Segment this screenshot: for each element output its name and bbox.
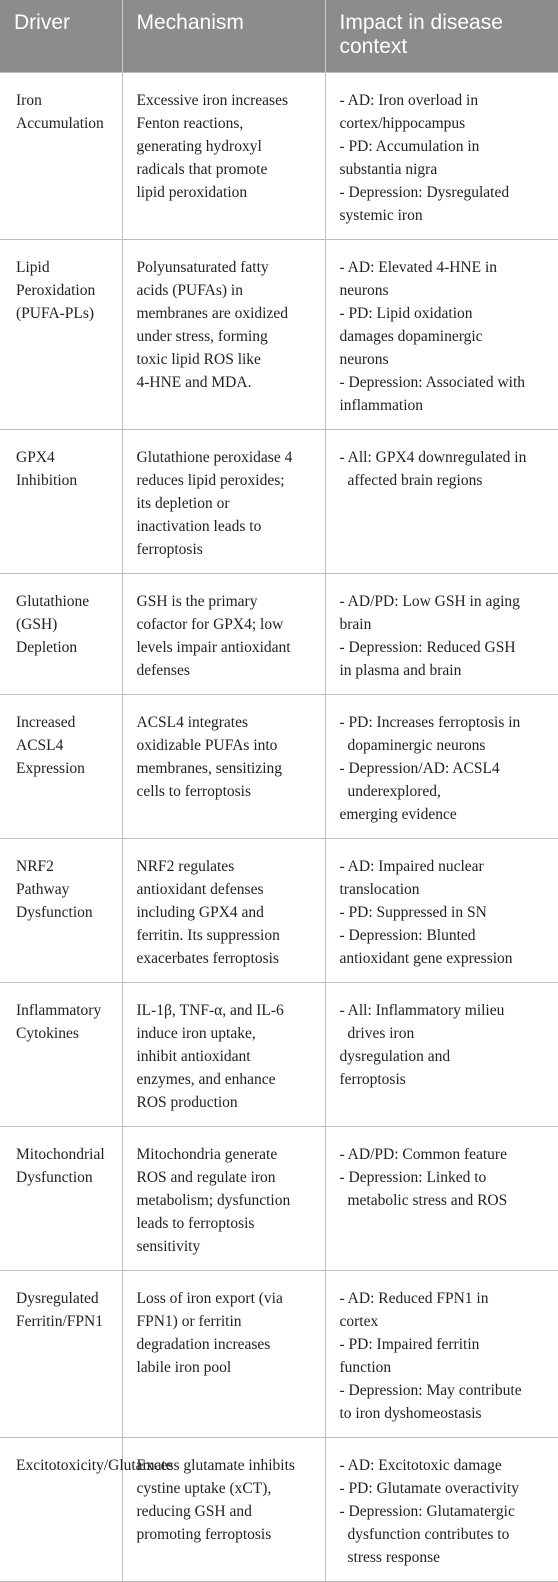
mechanism-line: 4-HNE and MDA.	[136, 374, 252, 391]
table-row	[0, 1438, 558, 1582]
driver-cell	[0, 1127, 122, 1271]
header-impact	[325, 0, 558, 73]
mechanism-line: ROS and regulate iron	[136, 1169, 276, 1186]
mechanism-line: labile iron pool	[136, 1359, 232, 1376]
impact-line: dysfunction contributes to	[347, 1526, 510, 1543]
driver-line: NRF2	[16, 858, 54, 875]
driver-line: Dysfunction	[16, 904, 93, 921]
impact-line: - PD: Impaired ferritin	[339, 1336, 480, 1353]
table-row	[0, 1271, 558, 1438]
mechanism-line: metabolism; dysfunction	[136, 1192, 291, 1209]
mechanism-line: FPN1) or ferritin	[136, 1313, 242, 1330]
mechanism-cell	[122, 240, 325, 430]
mechanism-cell	[122, 73, 325, 240]
impact-line: - AD/PD: Common feature	[339, 1146, 507, 1163]
impact-cell	[325, 983, 558, 1127]
impact-line: - Depression: Blunted	[339, 927, 476, 944]
mechanism-line: Polyunsaturated fatty	[136, 259, 269, 276]
mechanism-line: levels impair antioxidant	[136, 639, 291, 656]
driver-line: Ferritin/FPN1	[16, 1313, 103, 1330]
mechanism-line: Excess glutamate inhibits	[136, 1457, 295, 1474]
impact-line: cortex	[339, 1313, 379, 1330]
mechanism-line: acids (PUFAs) in	[136, 282, 243, 299]
impact-line: - AD/PD: Low GSH in aging	[339, 593, 520, 610]
mechanism-cell	[122, 574, 325, 695]
impact-line: - AD: Impaired nuclear	[339, 858, 484, 875]
driver-cell	[0, 73, 122, 240]
driver-cell	[0, 430, 122, 574]
driver-line: ACSL4	[16, 737, 64, 754]
table-row	[0, 73, 558, 240]
driver-cell	[0, 1438, 173, 1582]
mechanism-line: toxic lipid ROS like	[136, 351, 261, 368]
impact-line: to iron dyshomeostasis	[339, 1405, 482, 1422]
impact-line: in plasma and brain	[339, 662, 462, 679]
table-row	[0, 695, 558, 839]
impact-line: - Depression: Glutamatergic	[339, 1503, 515, 1520]
header-driver: Driver	[0, 0, 122, 73]
mechanism-line: Mitochondria generate	[136, 1146, 278, 1163]
mechanism-line: membranes, sensitizing	[136, 760, 282, 777]
mechanism-line: sensitivity	[136, 1238, 201, 1255]
mechanism-cell	[122, 695, 325, 839]
mechanism-cell	[122, 983, 325, 1127]
driver-cell	[0, 1271, 122, 1438]
impact-cell	[325, 240, 558, 430]
header-mechanism: Mechanism	[122, 0, 325, 73]
mechanism-line: inhibit antioxidant	[136, 1048, 251, 1065]
impact-line: cortex/hippocampus	[339, 115, 466, 132]
mechanism-line: under stress, forming	[136, 328, 268, 345]
mechanism-line: generating hydroxyl	[136, 138, 262, 155]
mechanism-line: degradation increases	[136, 1336, 271, 1353]
driver-line: Inflammatory	[16, 1002, 102, 1019]
impact-cell	[325, 430, 558, 574]
mechanism-line: reduces lipid peroxides;	[136, 472, 285, 489]
impact-line: damages dopaminergic	[339, 328, 483, 345]
impact-cell	[325, 1271, 558, 1438]
mechanism-line: defenses	[136, 662, 190, 679]
table-body	[0, 73, 558, 1582]
impact-line: inflammation	[339, 397, 424, 414]
impact-line: - Depression: Associated with	[339, 374, 526, 391]
header-impact-line: context	[339, 35, 408, 58]
mechanism-line: antioxidant defenses	[136, 881, 264, 898]
impact-line: dopaminergic neurons	[347, 737, 486, 754]
impact-line: affected brain regions	[347, 472, 483, 489]
mechanism-line: radicals that promote	[136, 161, 268, 178]
driver-line: Cytokines	[16, 1025, 79, 1042]
mechanism-line: ferritin. Its suppression	[136, 927, 280, 944]
impact-line: - PD: Increases ferroptosis in	[339, 714, 521, 731]
impact-line: - PD: Lipid oxidation	[339, 305, 473, 322]
driver-line: Accumulation	[16, 115, 104, 132]
table-row	[0, 1127, 558, 1271]
mechanism-line: ACSL4 integrates	[136, 714, 248, 731]
impact-line: ferroptosis	[339, 1071, 406, 1088]
table-row	[0, 574, 558, 695]
table-row	[0, 983, 558, 1127]
impact-line: neurons	[339, 282, 389, 299]
driver-cell	[0, 574, 122, 695]
impact-line: - AD: Elevated 4-HNE in	[339, 259, 498, 276]
mechanism-line: cystine uptake (xCT),	[136, 1480, 272, 1497]
mechanism-line: its depletion or	[136, 495, 230, 512]
mechanism-line: Fenton reactions,	[136, 115, 244, 132]
driver-line: (PUFA-PLs)	[16, 305, 95, 322]
impact-line: - PD: Accumulation in	[339, 138, 480, 155]
mechanism-line: induce iron uptake,	[136, 1025, 256, 1042]
driver-line: Inhibition	[16, 472, 78, 489]
mechanism-line: ferroptosis	[136, 541, 203, 558]
driver-line: Glutathione	[16, 593, 90, 610]
impact-line: substantia nigra	[339, 161, 438, 178]
driver-line: GPX4	[16, 449, 55, 466]
impact-cell	[325, 574, 558, 695]
impact-line: - Depression: Linked to	[339, 1169, 487, 1186]
mechanism-line: GSH is the primary	[136, 593, 258, 610]
impact-line: - PD: Glutamate overactivity	[339, 1480, 519, 1497]
impact-cell	[325, 1438, 558, 1582]
driver-line: Iron	[16, 92, 42, 109]
impact-line: - PD: Suppressed in SN	[339, 904, 487, 921]
driver-line: Dysfunction	[16, 1169, 93, 1186]
impact-cell	[325, 839, 558, 983]
impact-line: function	[339, 1359, 392, 1376]
impact-line: - Depression: May contribute	[339, 1382, 522, 1399]
impact-cell	[325, 695, 558, 839]
mechanism-line: NRF2 regulates	[136, 858, 235, 875]
mechanism-line: enzymes, and enhance	[136, 1071, 276, 1088]
impact-line: dysregulation and	[339, 1048, 451, 1065]
driver-line: Excitotoxicity/Glutamate	[16, 1457, 173, 1474]
mechanism-line: inactivation leads to	[136, 518, 262, 535]
impact-line: antioxidant gene expression	[339, 950, 513, 967]
mechanism-line: cells to ferroptosis	[136, 783, 252, 800]
impact-line: systemic iron	[339, 207, 423, 224]
mechanism-cell	[122, 1271, 325, 1438]
impact-line: translocation	[339, 881, 420, 898]
mechanism-line: membranes are oxidized	[136, 305, 288, 322]
mechanism-line: leads to ferroptosis	[136, 1215, 255, 1232]
mechanism-cell	[122, 1438, 325, 1582]
mechanism-line: ROS production	[136, 1094, 238, 1111]
driver-line: Increased	[16, 714, 76, 731]
driver-cell	[0, 695, 122, 839]
impact-line: - AD: Excitotoxic damage	[339, 1457, 502, 1474]
mechanism-line: oxidizable PUFAs into	[136, 737, 278, 754]
mechanism-line: Glutathione peroxidase 4	[136, 449, 293, 466]
impact-line: - Depression: Dysregulated	[339, 184, 510, 201]
impact-line: - All: GPX4 downregulated in	[339, 449, 527, 466]
table-row	[0, 839, 558, 983]
impact-line: - Depression/AD: ACSL4	[339, 760, 500, 777]
impact-line: neurons	[339, 351, 389, 368]
mechanism-line: cofactor for GPX4; low	[136, 616, 284, 633]
driver-line: (GSH)	[16, 616, 58, 633]
impact-cell	[325, 73, 558, 240]
mechanism-cell	[122, 1127, 325, 1271]
mechanism-line: Excessive iron increases	[136, 92, 288, 109]
impact-cell	[325, 1127, 558, 1271]
impact-line: emerging evidence	[339, 806, 457, 823]
mechanism-line: reducing GSH and	[136, 1503, 252, 1520]
header-row	[0, 0, 558, 73]
impact-line: - All: Inflammatory milieu	[339, 1002, 505, 1019]
impact-line: brain	[339, 616, 372, 633]
table-row	[0, 240, 558, 430]
driver-cell	[0, 240, 122, 430]
mechanism-line: exacerbates ferroptosis	[136, 950, 279, 967]
mechanism-line: IL-1β, TNF-α, and IL-6	[136, 1002, 284, 1019]
driver-line: Mitochondrial	[16, 1146, 105, 1163]
mechanism-cell	[122, 839, 325, 983]
driver-line: Peroxidation	[16, 282, 96, 299]
impact-line: - Depression: Reduced GSH	[339, 639, 516, 656]
driver-cell	[0, 983, 122, 1127]
mechanism-line: lipid peroxidation	[136, 184, 248, 201]
impact-line: drives iron	[347, 1025, 415, 1042]
table-row	[0, 430, 558, 574]
header-impact-line: Impact in disease	[339, 11, 503, 34]
driver-line: Depletion	[16, 639, 78, 656]
driver-line: Dysregulated	[16, 1290, 99, 1307]
impact-line: underexplored,	[347, 783, 441, 800]
driver-line: Lipid	[16, 259, 50, 276]
impact-line: metabolic stress and ROS	[347, 1192, 508, 1209]
mechanism-line: Loss of iron export (via	[136, 1290, 283, 1307]
impact-line: stress response	[347, 1549, 441, 1566]
mechanism-line: promoting ferroptosis	[136, 1526, 272, 1543]
driver-line: Pathway	[16, 881, 70, 898]
impact-line: - AD: Iron overload in	[339, 92, 479, 109]
driver-cell	[0, 839, 122, 983]
driver-line: Expression	[16, 760, 85, 777]
mechanism-cell	[122, 430, 325, 574]
mechanism-line: including GPX4 and	[136, 904, 264, 921]
impact-line: - AD: Reduced FPN1 in	[339, 1290, 489, 1307]
